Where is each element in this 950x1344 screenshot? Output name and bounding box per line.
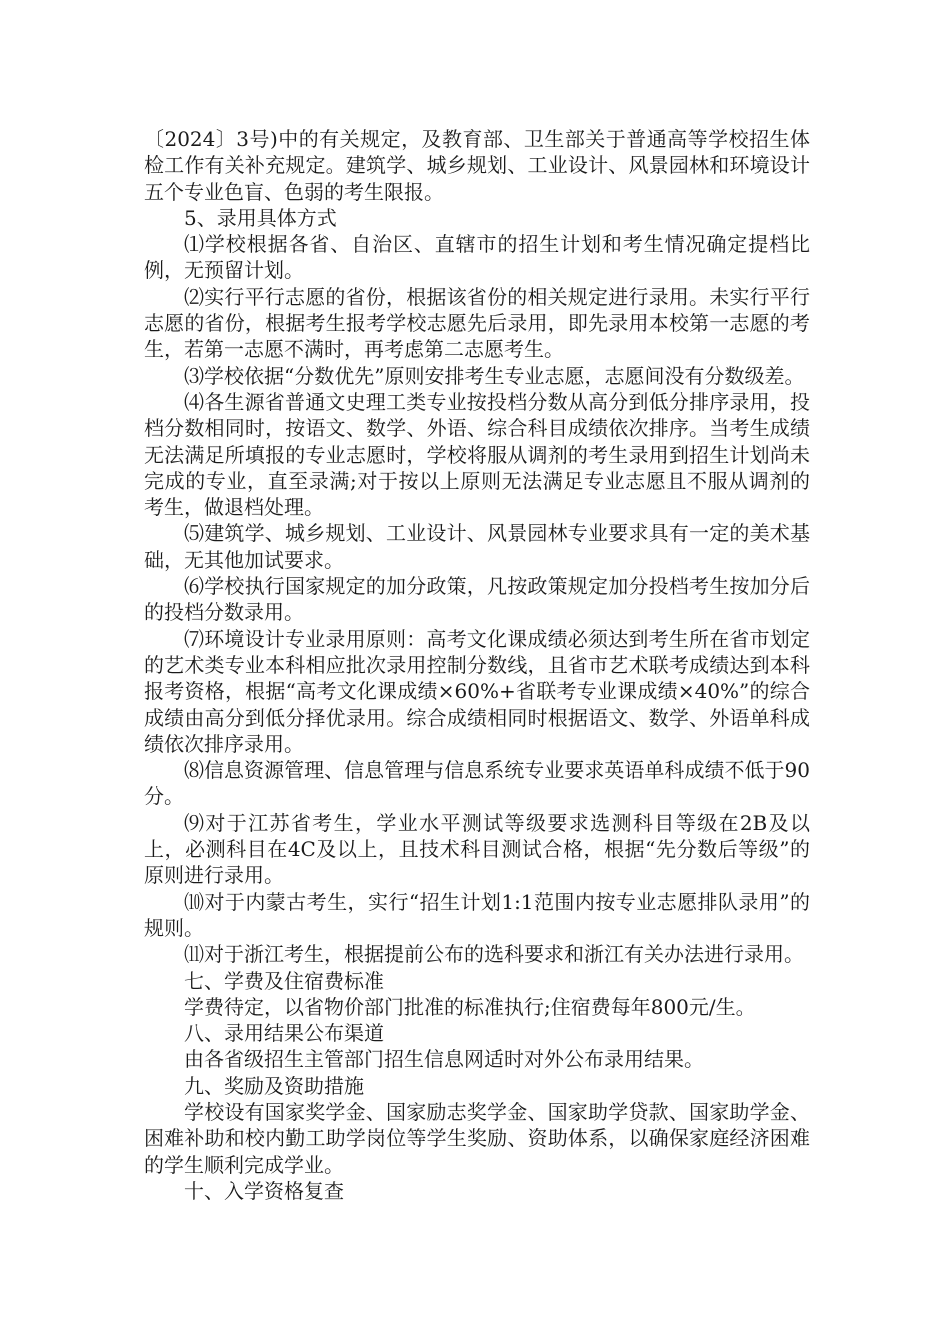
item-3: ⑶学校依据“分数优先”原则安排考生专业志愿，志愿间没有分数级差。 xyxy=(184,363,805,388)
heading-admission-method: 5、录用具体方式 xyxy=(184,205,337,230)
item-5: ⑸建筑学、城乡规划、工业设计、风景园林专业要求具有一定的美术基础，无其他加试要求。 xyxy=(144,521,810,572)
item-1: ⑴学校根据各省、自治区、直辖市的招生计划和考生情况确定提档比例，无预留计划。 xyxy=(144,232,810,283)
section-heading-7: 七、学费及住宿费标准 xyxy=(184,968,384,993)
paragraph-results: 由各省级招生主管部门招生信息网适时对外公布录用结果。 xyxy=(184,1047,704,1072)
section-heading-9: 九、奖励及资助措施 xyxy=(184,1073,364,1098)
item-4: ⑷各生源省普通文史理工类专业按投档分数从高分到低分排序录用，投档分数相同时，按语文、数学、外语、综合科目成绩依次排序。当考生成绩无法满足所填报的专业志愿时，学校将服从调剂的考生录用到招生计划尚未完成的专业，直至录满;对于按以上原则无法满足专业志愿且不服从调剂的考生，做退档处理。 xyxy=(144,389,810,520)
document-body xyxy=(144,126,810,1204)
item-6: ⑹学校执行国家规定的加分政策，凡按政策规定加分投档考生按加分后的投档分数录用。 xyxy=(144,574,810,625)
paragraph-aid: 学校设有国家奖学金、国家励志奖学金、国家助学贷款、国家助学金、困难补助和校内勤工助学岗位等学生奖励、资助体系，以确保家庭经济困难的学生顺利完成学业。 xyxy=(144,1099,810,1177)
section-heading-10: 十、入学资格复查 xyxy=(184,1178,344,1203)
item-10: ⑽对于内蒙古考生，实行“招生计划1:1范围内按专业志愿排队录用”的规则。 xyxy=(144,889,810,940)
section-heading-8: 八、录用结果公布渠道 xyxy=(184,1021,384,1046)
paragraph-fees: 学费待定，以省物价部门批准的标准执行;住宿费每年800元/生。 xyxy=(184,994,756,1019)
item-11: ⑾对于浙江考生，根据提前公布的选科要求和浙江有关办法进行录用。 xyxy=(184,942,804,967)
paragraph-health-check-cont: 〔2024〕3号)中的有关规定，及教育部、卫生部关于普通高等学校招生体检工作有关补充规定。建筑学、城乡规划、工业设计、风景园林和环境设计五个专业色盲、色弱的考生限报。 xyxy=(144,127,810,204)
item-7: ⑺环境设计专业录用原则：高考文化课成绩必须达到考生所在省市划定的艺术类专业本科相应批次录用控制分数线，且省市艺术联考成绩达到本科报考资格，根据“高考文化课成绩×60%+省联考专业课成绩×40%”的综合成绩由高分到低分择优录用。综合成绩相同时根据语文、数学、外语单科成绩依次排序录用。 xyxy=(144,626,810,756)
item-9: ⑼对于江苏省考生，学业水平测试等级要求选测科目等级在2B及以上，必测科目在4C及以上，且技术科目测试合格，根据“先分数后等级”的原则进行录用。 xyxy=(144,810,810,888)
item-8: ⑻信息资源管理、信息管理与信息系统专业要求英语单科成绩不低于90分。 xyxy=(144,758,810,809)
item-2: ⑵实行平行志愿的省份，根据该省份的相关规定进行录用。未实行平行志愿的省份，根据考生报考学校志愿先后录用，即先录用本校第一志愿的考生，若第一志愿不满时，再考虑第二志愿考生。 xyxy=(144,284,810,362)
